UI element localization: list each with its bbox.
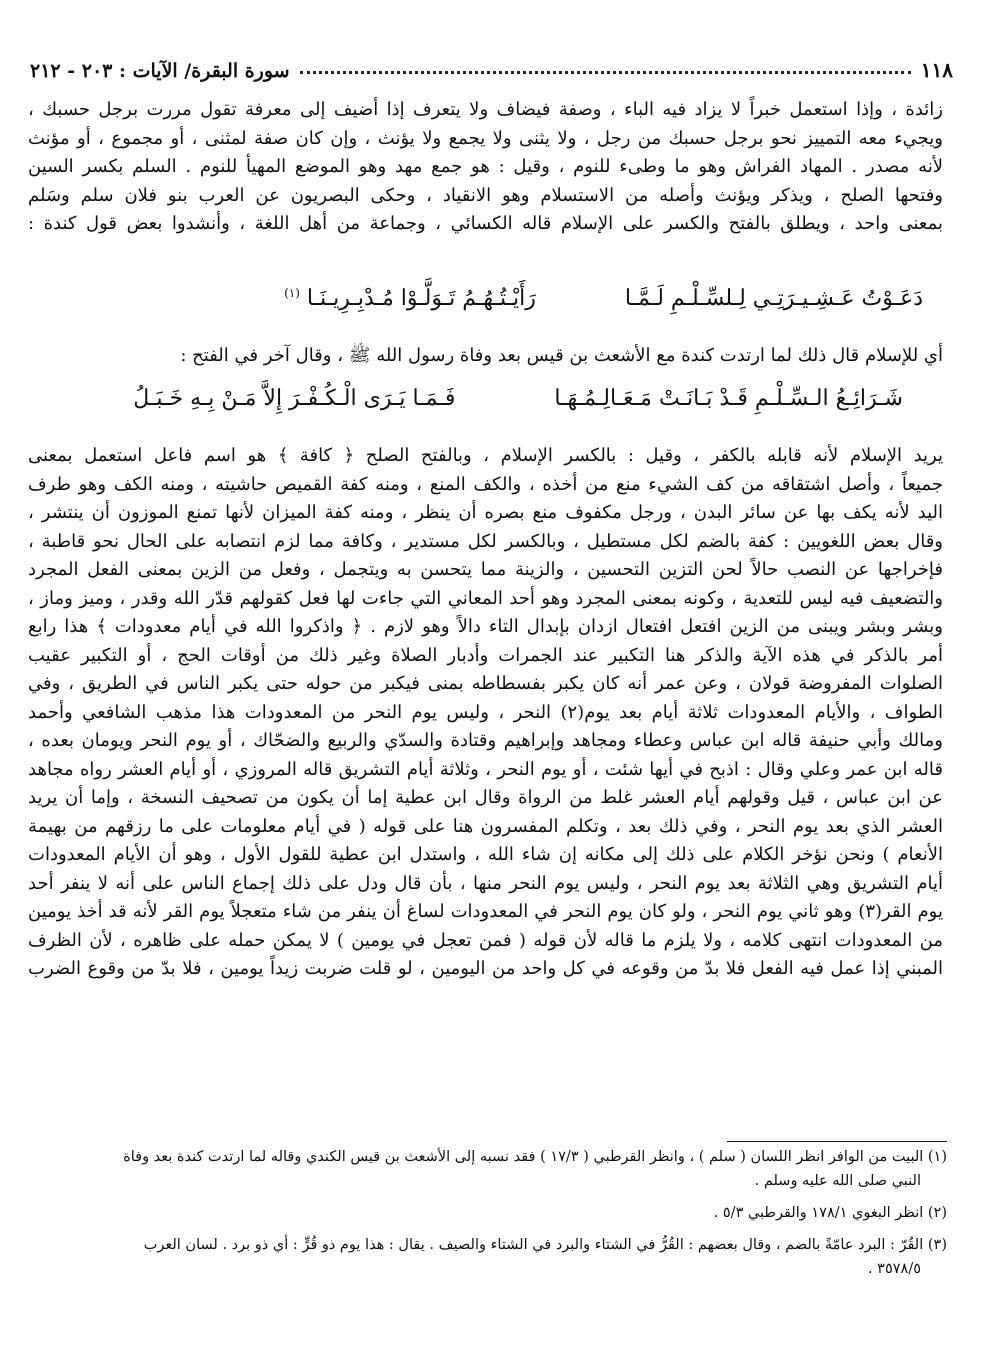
text-line: جميعاً ، وأصل اشتقاقه من كف الشيء منع من أخذه ، والكف المنع ، ومنه كفة القميص حاشيته ، ومنه الكف وهو طرف	[28, 473, 943, 495]
text-line: فإخراجها عن النصب حالاً لحن التزين التحسين ، والزينة مما يتحسن به ويتجمل ، وفعل من الزين بمعنى الفعل المجرد	[28, 559, 943, 580]
text-line: المبني إذا عمل فيه الفعل فلا بدّ من وقوعه في كل واحد من اليومين ، لو قلت ضربت زيداً يومين ، فلا بدّ من وقوع الضرب	[28, 958, 943, 979]
verse-1	[284, 286, 923, 311]
text-line: يريد الإسلام لأنه قابله بالكفر ، وقيل : بالكسر الإسلام ، وبالفتح الصلح ﴿ كافة ﴾ هو اسم فاعل استعمل بمعنى	[28, 445, 943, 466]
text-line: ويجيء معه التمييز نحو برجل حسبك من رجل ، ولا يثنى ولا يجمع ولا يؤنث ، وإن كان صفة لمثنى ، أو مجموع ، أو مؤنث	[28, 127, 943, 149]
text-line: يوم القر(٣) وهو ثاني يوم النحر ، ولو كان يوم النحر في المعدودات لساغ أن ينفر من شاء متعجلاً يوم القر لأنه قد أخذ يومين	[28, 901, 943, 922]
text-line: الصلوات المفروضة قولان ، وعن عمر أنه كان يكبر بفسطاطه بمنى فيكبر من حوله حتى يكبر الناس في الطريق ، وفي	[28, 673, 943, 694]
text-line: بمعنى واحد ، ويطلق بالفتح والكسر على الإسلام قاله الكسائي ، وجماعة من أهل اللغة ، وأنشدوا بعض قول كندة :	[28, 213, 943, 234]
text-line: الأنعام ) ونحن نؤخر الكلام على ذلك إلى مكانه إن شاء الله ، واستدل ابن عطية للقول الأول ، وهو أن الأيام المعدودات	[28, 844, 943, 865]
footnote-3-line-1: (٣) القُرّ : البرد عامّةً بالضم ، وقال بعضهم : القُرُّ في الشتاء والبرد في الشتاء والصيف . يقال : هذا يوم ذو قُرٍّ : أي ذو برد . لسان العرب	[143, 1237, 947, 1253]
verse-2-second-hemistich: فَـمَـا يَـرَى الْـكُـفْـرَ إِلاَّ مَـنْ بِـهِ خَـبَـلُ	[133, 386, 456, 411]
paragraph-3	[28, 442, 943, 984]
footnotes	[28, 1145, 947, 1281]
text-line: أيام التشريق وهي الثلاثة بعد يوم النحر ، وليس يوم النحر منها ، بأن قال ودل على ذلك إجماع الناس على أنه لا ينفر أحد	[28, 872, 943, 894]
paragraph-1	[28, 96, 943, 239]
footnote-2-line-1: (٢) انظر البغوي ١٧٨/١ والقرطبي ٥/٣ .	[713, 1205, 947, 1221]
text-line: وبشر وبشر ويبنى من الزين افتعل افتعال ازدان بإبدال التاء دالاً وهو لازم . ﴿ واذكروا الله في أيام معدودات ﴾ هذا رابع	[28, 616, 943, 637]
verse-2-first-hemistich: شَـرَائِـعُ الـسِّـلْـمِ قَـدْ بَـانَـتْ مَـعَـالِـمُـهَـا	[554, 386, 903, 411]
paragraph-2	[28, 342, 943, 371]
text-line: زائدة ، وإذا استعمل خبراً لا يزاد فيه الباء ، وصفة فيضاف ولا يتعرف إذا أضيف إلى معرفة تقول مررت برجل حسبك ،	[28, 99, 943, 120]
page-number: ١١٨	[920, 58, 953, 82]
text-line: الطواف ، والأيام المعدودات ثلاثة أيام بعد يوم(٢) النحر ، وليس يوم النحر من المعدودات هذا مذهب الشافعي وأحمد	[28, 701, 943, 723]
footnote-1-line-1: (١) البيت من الوافر انظر اللسان ( سلم ) ، وانظر القرطبي ( ١٧/٣ ) فقد نسبه إلى الأشعث بن قيس الكندي وقاله لما ارتدت كندة بعد وفاة	[123, 1149, 947, 1165]
footnote-3-line-2: ٣٥٧٨/٥ .	[867, 1261, 921, 1277]
page-header	[30, 50, 953, 82]
text-line: أمر بالذكر في هذه الآية والذكر هنا التكبير عند الجمرات وأدبار الصلاة وغير ذلك من أوقات الحج ، أو التكبير عقيب	[28, 644, 943, 666]
text-line: لأنه مصدر . المهاد الفراش وهو ما وطىء للنوم ، وقيل : هو جمع مهد وهو الموضع المهيأ للنوم . السلم بكسر السين	[28, 156, 943, 177]
text-line: اليد لأنه يكف بها عن سائر البدن ، ورجل مكفوف منع بصره أن ينظر ، ومنه كفة الميزان لأنها تمنع الموزون أن ينتشر ،	[28, 502, 943, 523]
text-line: من المعدودات انتهى كلامه ، ولا يلزم ما قاله لأن قوله ( فمن تعجل في يومين ) لا يمكن حمله على ظاهره ، لأن الظرف	[28, 929, 943, 951]
footnote-ref-1: (١)	[284, 286, 300, 300]
text-line: قاله ابن عمر وعلي وقال : اذبح في أيها شئت ، أو يوم النحر ، وثلاثة أيام التشريق قاله المروزي ، أو أيام العشر رواه مجاهد	[28, 758, 943, 780]
header-dotted-leader	[300, 70, 911, 74]
verse-1-second-hemistich: رَأَيْـتُـهُـمُ تَـوَلَّـوْا مُـدْبِـرِيـنَـا	[306, 286, 536, 312]
text-line: والتضعيف فيه ليس للتعدية ، وكونه بمعنى المجرد وهو أحد المعاني التي جاءت لها فعل كقولهم قدّر الله وقدر ، وميز وماز ،	[28, 587, 943, 609]
text-line: عن ابن عباس ، قيل وقولهم أيام العشر غلط من الرواة وقال ابن عطية إما أن يكون من تصحيف النسخة ، وإما أن يريد	[28, 787, 943, 808]
running-title: سورة البقرة/ الآيات : ٢٠٣ - ٢١٢	[30, 60, 290, 82]
footnote-separator	[727, 1141, 947, 1142]
text-line: وفتحها الصلح ، ويذكر ويؤنث وأصله من الاستسلام وهو الانقياد ، وحكى البصريون عن العرب بنو فلان سلم وسَلم	[28, 184, 943, 206]
text-line: ومالك وأبي حنيفة قاله ابن عباس وعطاء ومجاهد وإبراهيم وقتادة والسدّي والربيع والضحّاك ، أو يوم النحر ويومان بعده ،	[28, 730, 943, 751]
verse-2	[133, 386, 903, 411]
footnote-1-line-2: النبي صلى الله عليه وسلم .	[754, 1173, 921, 1189]
text-line: وقال بعض اللغويين : كفة بالضم لكل مستطيل ، وبالكسر لكل مستدير ، وكافة مما لزم انتصابه على الحال نحو قاطبة ،	[28, 530, 943, 552]
verse-1-first-hemistich: دَعَـوْتُ عَـشِـيـرَتِـي لِـلسِّـلْـمِ لَـمَّـا	[624, 286, 923, 312]
text-line: أي للإسلام قال ذلك لما ارتدت كندة مع الأشعث بن قيس بعد وفاة رسول الله ﷺ ، وقال آخر في الفتح :	[180, 345, 943, 366]
text-line: العشر الذي بعد يوم النحر ، وفي ذلك بعد ، وتكلم المفسرون هنا على قوله ( في أيام معلومات على ما رزقهم من بهيمة	[28, 815, 943, 837]
